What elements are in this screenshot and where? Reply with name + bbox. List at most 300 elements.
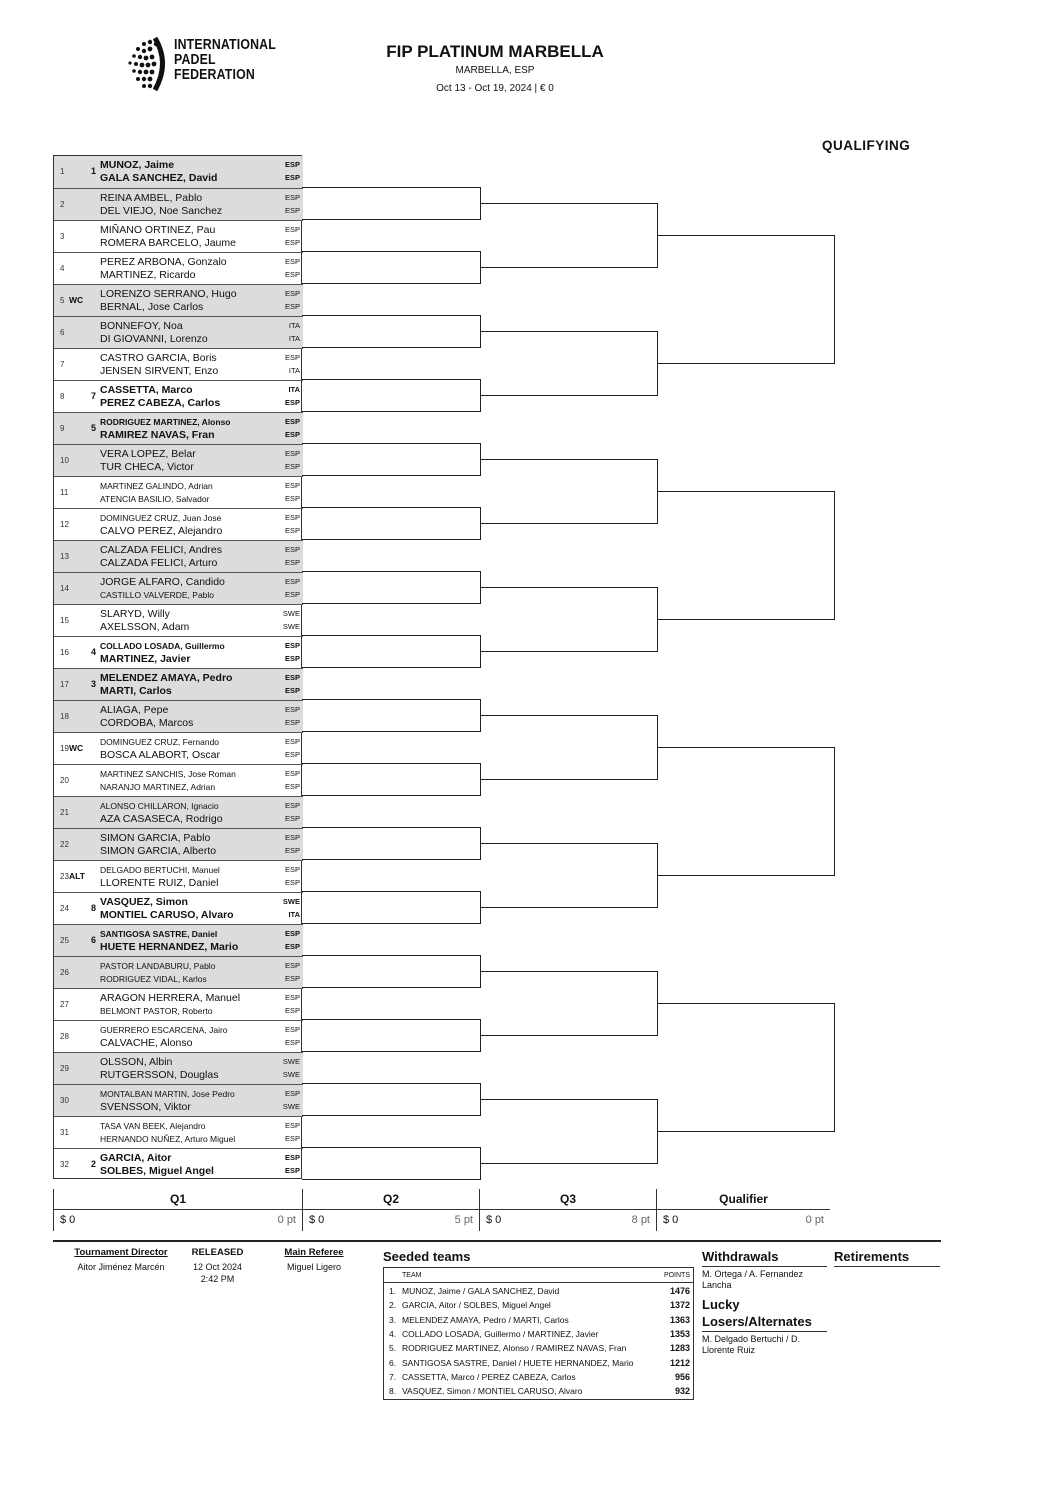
seed-number: 3	[91, 679, 97, 689]
draw-position: 12	[60, 520, 69, 529]
bracket-line	[480, 587, 657, 588]
player-name: ROMERA BARCELO, Jaume	[100, 237, 236, 249]
seeded-table-header	[384, 1268, 693, 1283]
draw-entry	[54, 604, 303, 636]
player-nation: ESP	[284, 1153, 300, 1162]
player-name: MARTINEZ, Javier	[100, 653, 191, 665]
seeded-team-points: 956	[674, 1371, 690, 1382]
rounds-table	[53, 1189, 830, 1231]
player-name: CASSETTA, Marco	[100, 384, 193, 396]
player-nation: ESP	[284, 270, 300, 279]
player-nation: ESP	[284, 686, 300, 695]
draw-entry	[54, 1052, 303, 1084]
logo-line: PADEL	[174, 52, 216, 68]
draw-position: 19	[60, 744, 69, 753]
bracket-line	[302, 347, 480, 348]
withdrawals-section	[702, 1249, 827, 1356]
draw-entries	[53, 155, 302, 1179]
draw-position: 29	[60, 1064, 69, 1073]
draw-entry	[54, 764, 303, 796]
losers-rule	[702, 1331, 827, 1332]
player-name: GARCIA, Aitor	[100, 1152, 172, 1164]
player-name: SIMON GARCIA, Alberto	[100, 845, 217, 857]
round-prize-money: $ 0	[309, 1214, 325, 1226]
draw-entry	[54, 892, 303, 924]
draw-entry	[54, 1084, 303, 1116]
draw-entry	[54, 796, 303, 828]
round-divider	[54, 1209, 302, 1210]
player-name: MARTINEZ SANCHIS, Jose Roman	[100, 769, 236, 779]
retirements-rule	[834, 1266, 940, 1267]
player-nation: ESP	[284, 1134, 300, 1143]
bracket-line	[480, 907, 657, 908]
player-nation: ITA	[288, 385, 300, 394]
bracket-line	[480, 1099, 657, 1100]
bracket-line	[480, 1035, 657, 1036]
bracket-line	[657, 1131, 834, 1132]
bracket-line	[302, 1019, 480, 1020]
bracket-line	[480, 459, 657, 460]
draw-position: 16	[60, 648, 69, 657]
seed-number: 1	[91, 166, 97, 176]
draw-entry	[54, 1148, 303, 1180]
player-name: GUERRERO ESCARCENA, Jairo	[100, 1025, 228, 1035]
player-name: CALVACHE, Alonso	[100, 1037, 193, 1049]
bracket-line	[302, 315, 480, 316]
player-nation: ESP	[284, 1006, 300, 1015]
seeded-team-row	[384, 1284, 693, 1298]
seed-rank: 5.	[389, 1343, 397, 1354]
player-name: ARAGON HERRERA, Manuel	[100, 992, 241, 1004]
player-name: LORENZO SERRANO, Hugo	[100, 288, 237, 300]
round-column	[53, 1189, 302, 1231]
draw-entry	[54, 636, 303, 668]
round-label: Q1	[169, 1192, 186, 1206]
player-name: DOMINGUEZ CRUZ, Juan Jose	[100, 513, 222, 523]
draw-position: 11	[60, 488, 69, 497]
bracket-line	[302, 219, 480, 220]
seeded-team-points: 1353	[669, 1328, 690, 1339]
player-name: BOSCA ALABORT, Oscar	[100, 749, 221, 761]
player-nation: ESP	[284, 257, 300, 266]
released-info	[180, 1247, 255, 1284]
main-referee	[270, 1247, 358, 1272]
bracket-line	[480, 395, 657, 396]
player-name: MUNOZ, Jaime	[100, 159, 175, 171]
player-nation: SWE	[282, 609, 300, 618]
bracket-line	[480, 779, 657, 780]
bracket-line	[302, 571, 480, 572]
bracket-line	[302, 667, 480, 668]
player-nation: ESP	[284, 1025, 300, 1034]
player-name: VASQUEZ, Simon	[100, 896, 188, 908]
bracket-line	[834, 491, 835, 620]
bracket-line	[657, 747, 834, 748]
bracket-line	[480, 331, 657, 332]
seeded-teams-title: Seeded teams	[383, 1249, 471, 1264]
player-nation: ESP	[284, 206, 300, 215]
seeded-team-points: 1476	[669, 1286, 690, 1296]
player-name: HUETE HERNANDEZ, Mario	[100, 941, 239, 953]
player-nation: ESP	[284, 673, 300, 682]
draw-entry	[54, 444, 303, 476]
draw-position: 8	[60, 392, 65, 401]
player-name: MONTALBAN MARTIN, Jose Pedro	[100, 1089, 235, 1099]
player-name: SOLBES, Miguel Angel	[100, 1165, 214, 1177]
bracket-line	[302, 379, 480, 380]
player-nation: ESP	[284, 577, 300, 586]
seeded-team-name: SANTIGOSA SASTRE, Daniel / HUETE HERNANDEZ, Mario	[402, 1357, 634, 1368]
player-name: SLARYD, Willy	[100, 608, 170, 620]
draw-entry	[54, 1116, 303, 1148]
footer-divider	[53, 1240, 941, 1242]
released-date: 12 Oct 2024	[192, 1262, 243, 1272]
tournament-director	[53, 1247, 189, 1272]
lucky-title: Lucky	[702, 1297, 740, 1312]
bracket-line	[302, 603, 480, 604]
bracket-line	[657, 619, 834, 620]
player-name: MELENDEZ AMAYA, Pedro	[100, 672, 233, 684]
draw-position: 10	[60, 456, 69, 465]
player-nation: ESP	[284, 878, 300, 887]
bracket-line	[302, 283, 480, 284]
draw-position: 28	[60, 1032, 69, 1041]
draw-entry	[54, 668, 303, 700]
draw-position: 5	[60, 296, 65, 305]
bracket-line	[302, 539, 480, 540]
player-nation: ITA	[288, 910, 300, 919]
player-name: NARANJO MARTINEZ, Adrian	[100, 782, 216, 792]
player-nation: SWE	[282, 897, 300, 906]
player-name: MARTI, Carlos	[100, 685, 172, 697]
player-nation: ESP	[284, 353, 300, 362]
seeded-team-name: CASSETTA, Marco / PEREZ CABEZA, Carlos	[402, 1371, 576, 1382]
bracket-line	[302, 763, 480, 764]
bracket-line	[302, 1115, 480, 1116]
player-nation: ESP	[284, 193, 300, 202]
draw-position: 7	[60, 360, 65, 369]
player-name: PASTOR LANDABURU, Pablo	[100, 961, 216, 971]
player-name: RUTGERSSON, Douglas	[100, 1069, 219, 1081]
bracket-line	[480, 651, 657, 652]
player-nation: ESP	[284, 1038, 300, 1047]
seed-number: 5	[91, 423, 97, 433]
referee-name: Miguel Ligero	[286, 1262, 342, 1272]
bracket-line	[480, 971, 657, 972]
draw-entry	[54, 284, 303, 316]
seed-number: 2	[91, 1159, 97, 1169]
player-name: OLSSON, Albin	[100, 1056, 173, 1068]
player-nation: ESP	[284, 590, 300, 599]
round-column	[656, 1189, 830, 1231]
team-column-header: TEAM	[402, 1272, 422, 1279]
draw-position: 15	[60, 616, 69, 625]
draw-entry	[54, 508, 303, 540]
player-name: CALVO PEREZ, Alejandro	[100, 525, 223, 537]
draw-position: 1	[60, 167, 65, 176]
player-name: MARTINEZ GALINDO, Adrian	[100, 481, 213, 491]
player-nation: SWE	[282, 1102, 300, 1111]
player-name: RAMIREZ NAVAS, Fran	[100, 429, 215, 441]
seed-number: 4	[91, 647, 97, 657]
draw-position: 23	[60, 872, 69, 881]
draw-position: 3	[60, 232, 65, 241]
director-label: Tournament Director	[74, 1247, 168, 1258]
draw-entry	[54, 700, 303, 732]
draw-entry	[54, 956, 303, 988]
player-name: JORGE ALFARO, Candido	[100, 576, 225, 588]
tournament-title: FIP PLATINUM MARBELLA	[386, 42, 604, 61]
bracket-line	[302, 1147, 480, 1148]
player-nation: ESP	[284, 513, 300, 522]
referee-label: Main Referee	[284, 1247, 344, 1258]
points-column-header: POINTS	[663, 1272, 690, 1279]
bracket-line	[302, 1083, 480, 1084]
player-nation: ESP	[284, 462, 300, 471]
draw-position: 27	[60, 1000, 69, 1009]
draw-position: 14	[60, 584, 69, 593]
draw-position: 21	[60, 808, 69, 817]
tournament-location: MARBELLA, ESP	[455, 65, 535, 76]
draw-entry	[54, 220, 303, 252]
player-nation: ITA	[288, 366, 300, 375]
seeded-team-row	[384, 1298, 693, 1312]
draw-position: 31	[60, 1128, 69, 1137]
seeded-team-points: 932	[674, 1386, 690, 1397]
seed-rank: 3.	[389, 1314, 397, 1325]
losers-text: M. Delgado Bertuchi / D. Llorente Ruiz	[702, 1334, 801, 1355]
draw-entry	[54, 348, 303, 380]
player-nation: SWE	[282, 1070, 300, 1079]
player-name: COLLADO LOSADA, Guillermo	[100, 641, 225, 651]
draw-entry	[54, 924, 303, 956]
player-name: SANTIGOSA SASTRE, Daniel	[100, 929, 218, 939]
player-nation: ESP	[284, 993, 300, 1002]
round-column	[479, 1189, 656, 1231]
bracket-line	[302, 955, 480, 956]
player-name: DOMINGUEZ CRUZ, Fernando	[100, 737, 220, 747]
seeded-teams-table	[383, 1267, 694, 1400]
bracket-line	[834, 235, 835, 364]
bracket-line	[834, 1003, 835, 1132]
player-name: ALIAGA, Pepe	[100, 704, 169, 716]
seed-number: 8	[91, 903, 97, 913]
seeded-team-points: 1363	[669, 1314, 690, 1325]
seeded-team-row	[384, 1341, 693, 1355]
logo-line: FEDERATION	[174, 67, 255, 83]
player-nation: ESP	[284, 558, 300, 567]
draw-entry	[54, 988, 303, 1020]
player-name: CORDOBA, Marcos	[100, 717, 194, 729]
withdrawals-title: Withdrawals	[702, 1249, 779, 1264]
player-name: DELGADO BERTUCHI, Manuel	[100, 865, 220, 875]
player-name: RODRIGUEZ MARTINEZ, Alonso	[100, 417, 231, 427]
entry-type-badge: WC	[69, 743, 84, 753]
bracket-line	[657, 363, 834, 364]
bracket-line	[302, 251, 480, 252]
player-nation: ESP	[284, 865, 300, 874]
seed-rank: 2.	[389, 1300, 397, 1311]
player-name: PEREZ CABEZA, Carlos	[100, 397, 221, 409]
seeded-team-name: COLLADO LOSADA, Guillermo / MARTINEZ, Javier	[402, 1328, 599, 1339]
draw-position: 18	[60, 712, 69, 721]
bracket-line	[302, 507, 480, 508]
player-nation: ESP	[284, 801, 300, 810]
round-divider	[303, 1209, 479, 1210]
seeded-team-name: GARCIA, Aitor / SOLBES, Miguel Angel	[402, 1300, 551, 1311]
player-nation: ESP	[284, 718, 300, 727]
logo-line: INTERNATIONAL	[174, 37, 276, 53]
bracket-line	[302, 859, 480, 860]
player-nation: ITA	[288, 321, 300, 330]
bracket-line	[302, 1051, 480, 1052]
seeded-team-row	[384, 1313, 693, 1327]
player-nation: ESP	[284, 417, 300, 426]
player-name: AZA CASASECA, Rodrigo	[100, 813, 223, 825]
seeded-team-points: 1283	[669, 1343, 690, 1354]
round-label: Q2	[382, 1192, 399, 1206]
player-name: VERA LOPEZ, Belar	[100, 448, 196, 460]
bracket-line	[302, 699, 480, 700]
player-nation: ESP	[284, 160, 300, 169]
bracket-line	[657, 491, 834, 492]
withdrawals-rule	[702, 1266, 827, 1267]
player-name: RODRIGUEZ VIDAL, Karlos	[100, 974, 207, 984]
player-name: CASTILLO VALVERDE, Pablo	[100, 590, 215, 600]
player-nation: ESP	[284, 481, 300, 490]
player-name: CALZADA FELICI, Arturo	[100, 557, 218, 569]
player-name: ATENCIA BASILIO, Salvador	[100, 494, 210, 504]
bracket-line	[302, 795, 480, 796]
player-name: DEL VIEJO, Noe Sanchez	[100, 205, 223, 217]
director-name: Aitor Jiménez Marcén	[77, 1262, 165, 1272]
player-name: JENSEN SIRVENT, Enzo	[100, 365, 219, 377]
player-name: MARTINEZ, Ricardo	[100, 269, 196, 281]
player-name: AXELSSON, Adam	[100, 621, 190, 633]
player-nation: ESP	[284, 1166, 300, 1175]
player-nation: ESP	[284, 769, 300, 778]
draw-entry	[54, 572, 303, 604]
round-prize-money: $ 0	[60, 1214, 76, 1226]
draw-position: 13	[60, 552, 69, 561]
bracket-line	[302, 443, 480, 444]
player-nation: ESP	[284, 430, 300, 439]
entry-type-badge: WC	[69, 295, 84, 305]
player-nation: ESP	[284, 750, 300, 759]
player-name: SIMON GARCIA, Pablo	[100, 832, 211, 844]
player-nation: SWE	[282, 1057, 300, 1066]
player-name: SVENSSON, Viktor	[100, 1101, 191, 1113]
seeded-team-row	[384, 1327, 693, 1341]
player-nation: ESP	[284, 225, 300, 234]
draw-entry	[54, 828, 303, 860]
seed-rank: 4.	[389, 1328, 397, 1339]
seeded-team-row	[384, 1384, 693, 1398]
round-column	[302, 1189, 479, 1231]
player-nation: ESP	[284, 398, 300, 407]
seed-number: 7	[91, 391, 97, 401]
draw-entry	[54, 1020, 303, 1052]
seeded-team-points: 1212	[669, 1357, 690, 1368]
bracket-line	[480, 715, 657, 716]
round-points: 0 pt	[277, 1214, 296, 1226]
bracket-line	[834, 747, 835, 876]
seed-rank: 8.	[389, 1386, 397, 1397]
draw-entry	[54, 316, 303, 348]
bracket-line	[657, 1003, 834, 1004]
released-label: RELEASED	[191, 1247, 244, 1258]
bracket-line	[480, 523, 657, 524]
bracket-line	[302, 891, 480, 892]
bracket-line	[480, 203, 657, 204]
bracket-line	[480, 1163, 657, 1164]
player-name: LLORENTE RUIZ, Daniel	[100, 877, 219, 889]
round-divider	[657, 1209, 830, 1210]
retirements-section	[834, 1249, 940, 1267]
bracket-line	[480, 267, 657, 268]
player-nation: ESP	[284, 654, 300, 663]
player-name: BERNAL, Jose Carlos	[100, 301, 204, 313]
round-points: 0 pt	[805, 1214, 824, 1226]
draw-entry	[54, 380, 303, 412]
draw-position: 32	[60, 1160, 69, 1169]
seeded-team-name: MELENDEZ AMAYA, Pedro / MARTI, Carlos	[402, 1314, 569, 1325]
round-label: Qualifier	[719, 1192, 768, 1206]
player-name: CALZADA FELICI, Andres	[100, 544, 222, 556]
player-nation: ESP	[284, 173, 300, 182]
player-name: HERNANDO NUÑEZ, Arturo Miguel	[100, 1134, 236, 1144]
player-nation: ESP	[284, 705, 300, 714]
draw-position: 2	[60, 200, 65, 209]
player-name: DI GIOVANNI, Lorenzo	[100, 333, 208, 345]
draw-entry	[54, 476, 303, 508]
draw-section-title: QUALIFYING	[822, 138, 911, 153]
seeded-team-points: 1372	[669, 1300, 690, 1311]
round-divider	[480, 1209, 656, 1210]
seed-number: 6	[91, 935, 97, 945]
player-nation: ESP	[284, 814, 300, 823]
player-nation: ESP	[284, 961, 300, 970]
player-nation: ESP	[284, 494, 300, 503]
player-nation: ESP	[284, 449, 300, 458]
player-name: CASTRO GARCIA, Boris	[100, 352, 217, 364]
fip-logo	[122, 32, 282, 94]
player-name: MIÑANO ORTINEZ, Pau	[100, 224, 216, 236]
tournament-dates: Oct 13 - Oct 19, 2024 | € 0	[436, 83, 554, 94]
draw-position: 20	[60, 776, 69, 785]
bracket-line	[302, 731, 480, 732]
bracket-line	[302, 635, 480, 636]
player-nation: ESP	[284, 1121, 300, 1130]
player-nation: ITA	[288, 334, 300, 343]
seeded-team-name: VASQUEZ, Simon / MONTIEL CARUSO, Alvaro	[402, 1386, 583, 1397]
draw-entry	[54, 188, 303, 220]
draw-position: 9	[60, 424, 65, 433]
round-prize-money: $ 0	[663, 1214, 679, 1226]
player-nation: ESP	[284, 833, 300, 842]
draw-position: 22	[60, 840, 69, 849]
draw-entry	[54, 252, 303, 284]
draw-position: 26	[60, 968, 69, 977]
player-nation: ESP	[284, 545, 300, 554]
player-nation: ESP	[284, 1089, 300, 1098]
seed-rank: 1.	[389, 1286, 397, 1296]
bracket-line	[480, 843, 657, 844]
losers-title: Losers/Alternates	[702, 1314, 812, 1329]
draw-entry	[54, 540, 303, 572]
player-name: MONTIEL CARUSO, Alvaro	[100, 909, 234, 921]
player-nation: ESP	[284, 302, 300, 311]
